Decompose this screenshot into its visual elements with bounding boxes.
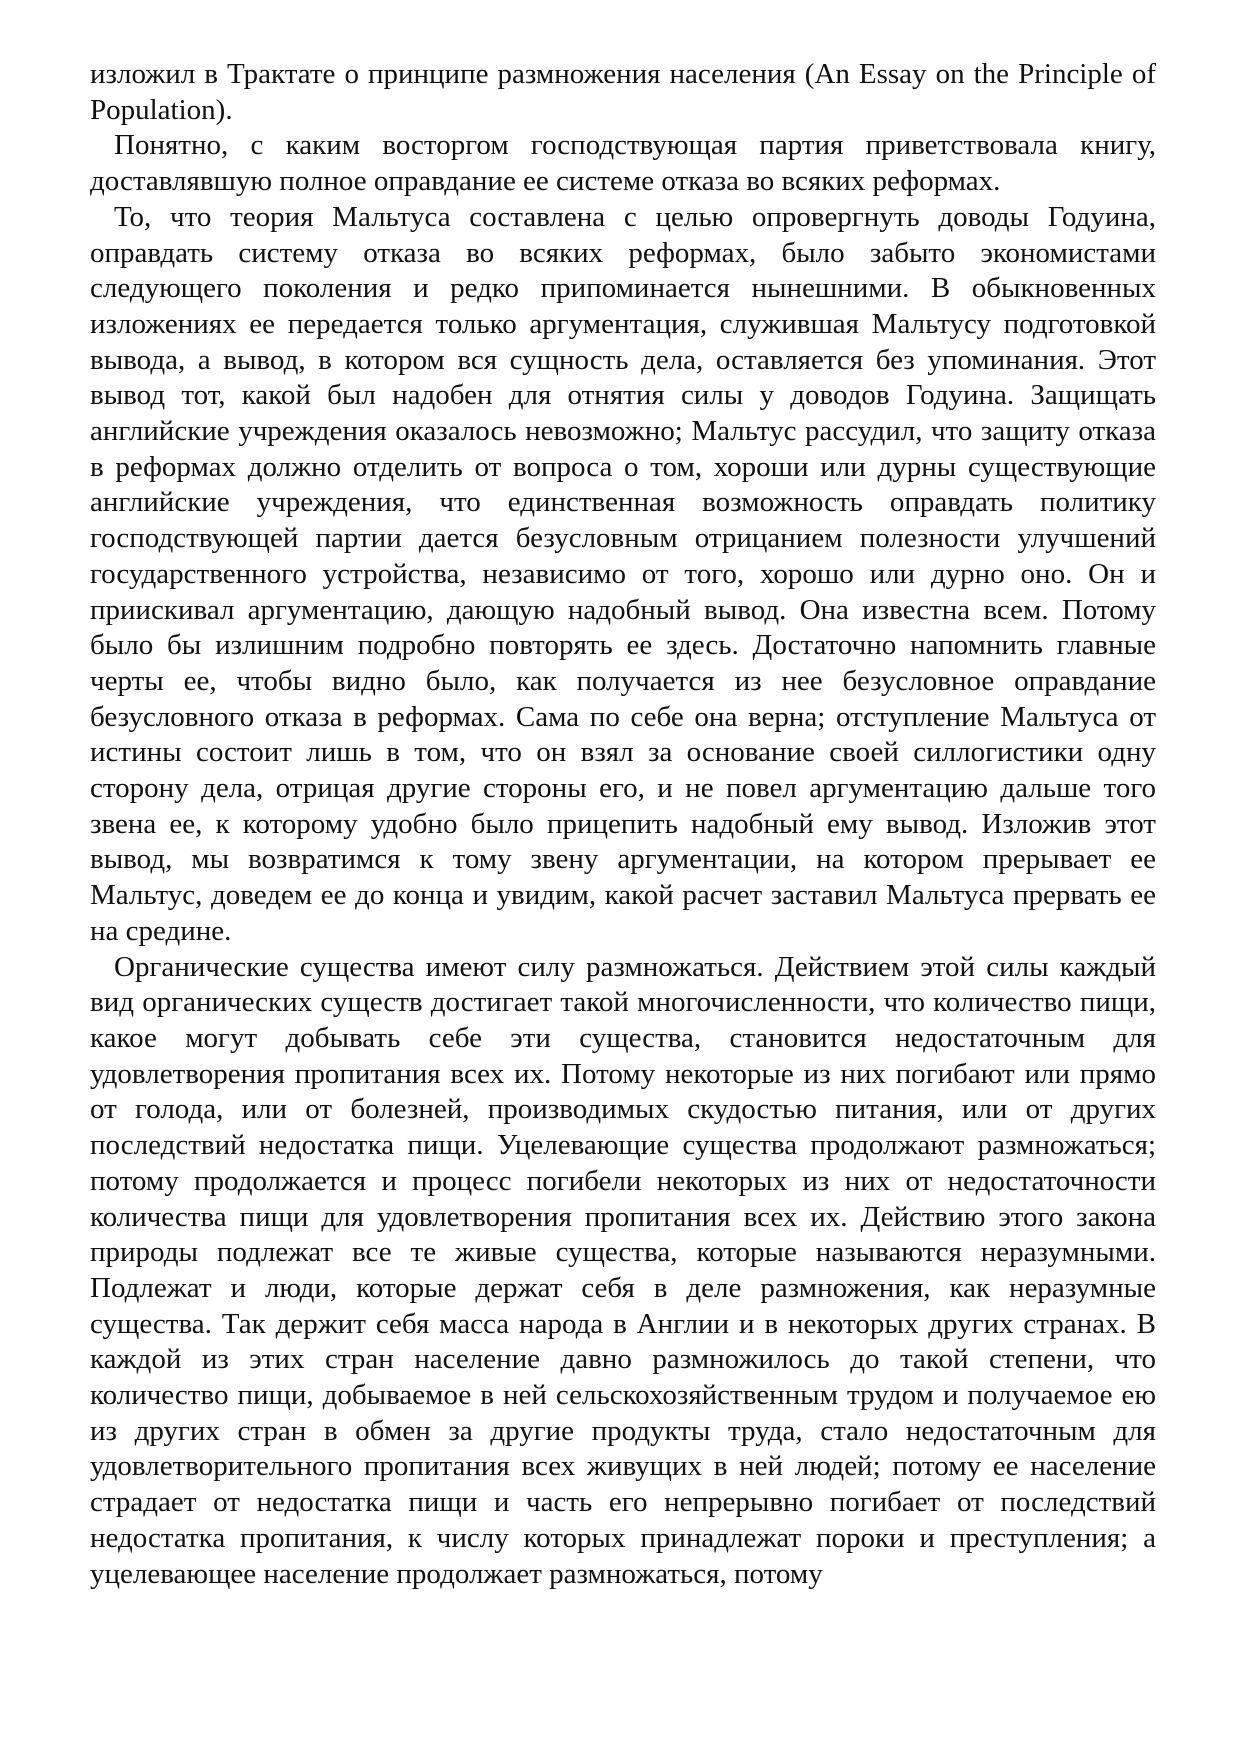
- page-text: [90, 57, 1156, 1592]
- paragraph: То, что теория Мальтуса составлена с целью опровергнуть доводы Годуина, оправдать систему отказа во всяких реформах, было забыто экономистами следующего поколения и редко припоминается нынешними. В обыкновенных изложениях ее передается только аргументация, служившая Мальтусу подготовкой вывода, а вывод, в котором вся сущность дела, оставляется без упоминания. Этот вывод тот, какой был надобен для отнятия силы у доводов Годуина. Защищать английские учреждения оказалось невозможно; Мальтус рассудил, что защиту отказа в реформах должно отделить от вопроса о том, хороши или дурны существующие английские учреждения, что единственная возможность оправдать политику господствующей партии дается безусловным отрицанием полезности улучшений государственного устройства, независимо от того, хорошо или дурно оно. Он и приискивал аргументацию, дающую надобный вывод. Она известна всем. Потому было бы излишним подробно повторять ее здесь. Достаточно напомнить главные черты ее, чтобы видно было, как получается из нее безусловное оправдание безусловного отказа в реформах. Сама по себе она верна; отступление Мальтуса от истины состоит лишь в том, что он взял за основание своей силлогистики одну сторону дела, отрицая другие стороны его, и не повел аргументацию дальше того звена ее, к которому удобно было прицепить надобный ему вывод. Изложив этот вывод, мы возвратимся к тому звену аргументации, на котором прерывает ее Мальтус, доведем ее до конца и увидим, какой расчет заставил Мальтуса прервать ее на средине.: [90, 200, 1156, 947]
- paragraph-continuation: изложил в Трактате о принципе размножения населения (An Essay on the Principle of Population).: [90, 58, 1156, 126]
- paragraph: Органические существа имеют силу размножаться. Действием этой силы каждый вид органических существ достигает такой многочисленности, что количество пищи, какое могут добывать себе эти существа, становится недостаточным для удовлетворения пропитания всех их. Потому некоторые из них погибают или прямо от голода, или от болезней, производимых скудостью питания, или от других последствий недостатка пищи. Уцелевающие существа продолжают размножаться; потому продолжается и процесс погибели некоторых из них от недостаточности количества пищи для удовлетворения пропитания всех их. Действию этого закона природы подлежат все те живые существа, которые называются неразумными. Подлежат и люди, которые держат себя в деле размножения, как неразумные существа. Так держит себя масса народа в Англии и в некоторых других странах. В каждой из этих стран население давно размножилось до такой степени, что количество пищи, добываемое в ней сельскохозяйственным трудом и получаемое ею из других стран в обмен за другие продукты труда, стало недостаточным для удовлетворительного пропитания всех живущих в ней людей; потому ее население страдает от недостатка пищи и часть его непрерывно погибает от последствий недостатка пропитания, к числу которых принадлежат пороки и преступления; а уцелевающее население продолжает размножаться, потому: [90, 950, 1156, 1590]
- paragraph: Понятно, с каким восторгом господствующая партия приветствовала книгу, доставлявшую полное оправдание ее системе отказа во всяких реформах.: [90, 129, 1156, 198]
